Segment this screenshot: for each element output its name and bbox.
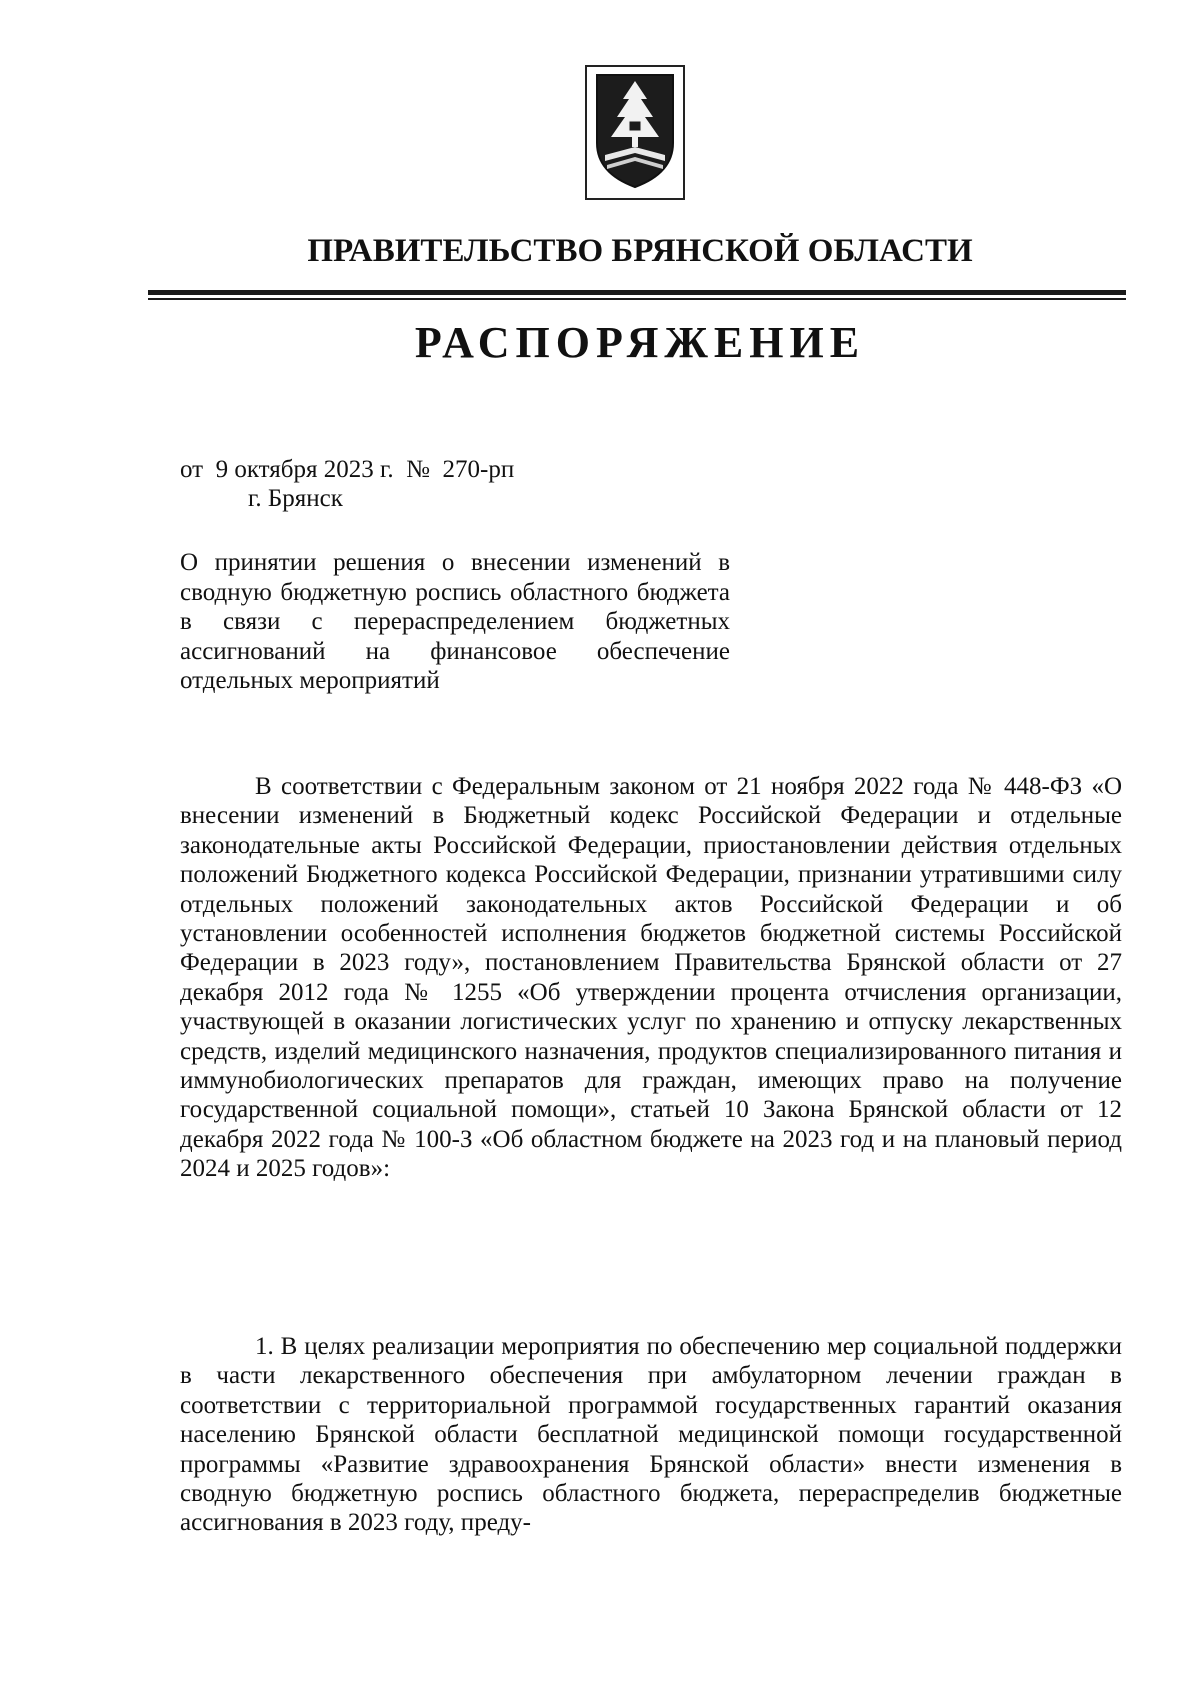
subject-text: О принятии решения о внесении изменений в сводную бюджетную роспись областного бюджета в связи с перераспределением бюджетных ассигнований на финансовое обеспечение отдельных мероприятий	[180, 549, 730, 694]
date-and-number: от 9 октября 2023 г. № 270-рп	[180, 456, 515, 483]
organization-name: ПРАВИТЕЛЬСТВО БРЯНСКОЙ ОБЛАСТИ	[307, 233, 973, 269]
item1-paragraph: 1. В целях реализации мероприятия по обеспечению мер социальной поддержки в части лекарственного обеспечения при амбулаторном лечении граждан в соответствии с территориальной программой государственных гарантий оказания населению Брянской области бесплатной медицинской помощи государственной программы «Развитие здравоохранения Брянской области» внести изменения в сводную бюджетную роспись областного бюджета, перераспределив бюджетные ассигнования в 2023 году, преду-	[180, 1333, 1122, 1537]
document-type-title: РАСПОРЯЖЕНИЕ	[414, 318, 866, 367]
header-rule-thin	[148, 298, 1126, 300]
preamble-paragraph-container	[180, 772, 1122, 1184]
city: г. Брянск	[248, 485, 343, 512]
preamble-paragraph: В соответствии с Федеральным законом от 21 ноября 2022 года № 448-ФЗ «О внесении изменений в Бюджетный кодекс Российской Федерации и отдельные законодательные акты Российской Федерации, приостановлении действия отдельных положений Бюджетного кодекса Российской Федерации, признании утратившими силу отдельных положений законодательных актов Российской Федерации и об установлении особенностей исполнения бюджетов бюджетной системы Российской Федерации в 2023 году», постановлением Правительства Брянской области от 27 декабря 2012 года № 1255 «Об утверждении процента отчисления организации, участвующей в оказании логистических услуг по хранению и отпуску лекарственных средств, изделий медицинского назначения, продуктов специализированного питания и иммунобиологических препаратов для граждан, имеющих право на получение государственной социальной помощи», статьей 10 Закона Брянской области от 12 декабря 2022 года № 100-З «Об областном бюджете на 2023 год и на плановый период 2024 и 2025 годов»:	[180, 773, 1122, 1183]
header-rule-thick	[148, 290, 1126, 295]
coat-of-arms-emblem	[585, 65, 685, 200]
item1-paragraph-container	[180, 1332, 1122, 1538]
subject-block	[180, 548, 730, 696]
